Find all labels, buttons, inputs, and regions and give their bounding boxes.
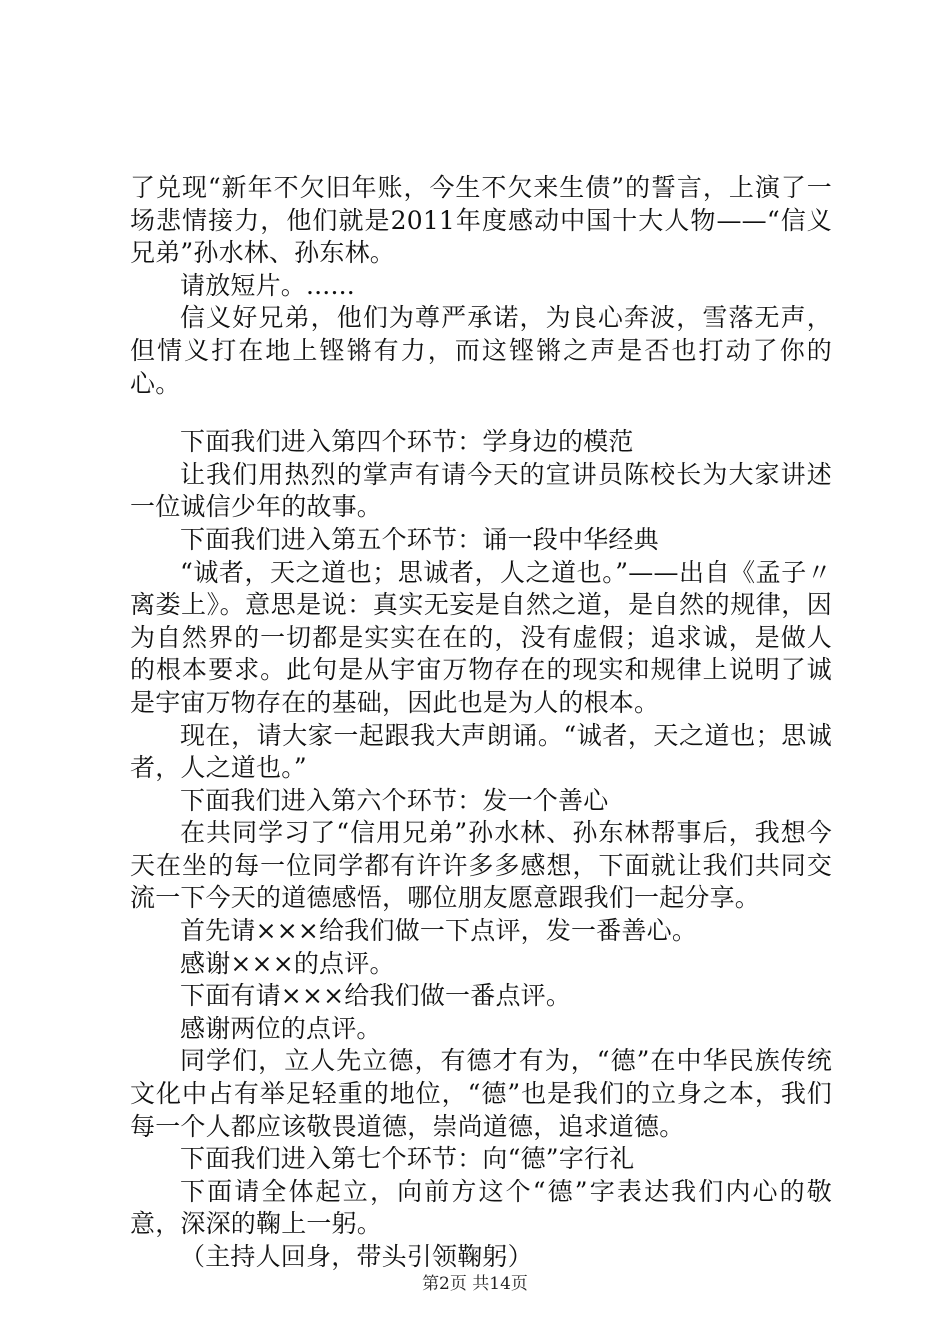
page-footer bbox=[0, 1274, 950, 1294]
paragraph-5: 让我们用热烈的掌声有请今天的宣讲员陈校长为大家讲述一位诚信少年的故事。 bbox=[130, 459, 832, 522]
section-heading-5: 下面我们进入第五个环节：诵一段中华经典 bbox=[180, 524, 659, 554]
page-number-label: 第2页 共14页 bbox=[422, 1274, 528, 1294]
section-heading-6: 下面我们进入第六个环节：发一个善心 bbox=[180, 785, 609, 815]
document-body bbox=[130, 172, 832, 1274]
paragraph-2: 请放短片。...... bbox=[180, 270, 355, 300]
paragraph-1: 了兑现“新年不欠旧年账，今生不欠来生债”的誓言，上演了一场悲情接力，他们就是2011年度感动中国十大人物——“信义兄弟”孙水林、孙东林。 bbox=[130, 173, 832, 268]
paragraph-3: 信义好兄弟，他们为尊严承诺，为良心奔波，雪落无声，但情义打在地上铿锵有力，而这铿锵之声是否也打动了你的心。 bbox=[130, 303, 832, 398]
paragraph-13: 下面有请×××给我们做一番点评。 bbox=[180, 981, 572, 1011]
paragraph-17: 下面请全体起立，向前方这个“德”字表达我们内心的敬意，深深的鞠上一躬。 bbox=[130, 1176, 832, 1239]
paragraph-8: 现在，请大家一起跟我大声朗诵。“诚者，天之道也；思诚者，人之道也。” bbox=[130, 720, 832, 783]
section-heading-4: 下面我们进入第四个环节：学身边的模范 bbox=[180, 427, 634, 457]
paragraph-10: 在共同学习了“信用兄弟”孙水林、孙东林帮事后，我想今天在坐的每一位同学都有许许多多感想，下面就让我们共同交流一下今天的道德感悟，哪位朋友愿意跟我们一起分享。 bbox=[130, 818, 832, 913]
paragraph-15: 同学们，立人先立德，有德才有为，“德”在中华民族传统文化中占有举足轻重的地位，“德”也是我们的立身之本，我们每一个人都应该敬畏道德，崇尚道德，追求道德。 bbox=[130, 1046, 832, 1141]
paragraph-12: 感谢×××的点评。 bbox=[180, 948, 395, 978]
paragraph-14: 感谢两位的点评。 bbox=[180, 1013, 382, 1043]
paragraph-7: “诚者，天之道也；思诚者，人之道也。”——出自《孟子〃离娄上》。意思是说：真实无妄是自然之道，是自然的规律，因为自然界的一切都是实实在在的，没有虚假；追求诚，是做人的根本要求。此句是从宇宙万物存在的现实和规律上说明了诚是宇宙万物存在的基础，因此也是为人的根本。 bbox=[130, 557, 832, 717]
paragraph-18: （主持人回身，带头引领鞠躬） bbox=[180, 1242, 533, 1271]
paragraph-11: 首先请×××给我们做一下点评，发一番善心。 bbox=[180, 916, 698, 946]
section-heading-7: 下面我们进入第七个环节：向“德”字行礼 bbox=[180, 1144, 635, 1174]
